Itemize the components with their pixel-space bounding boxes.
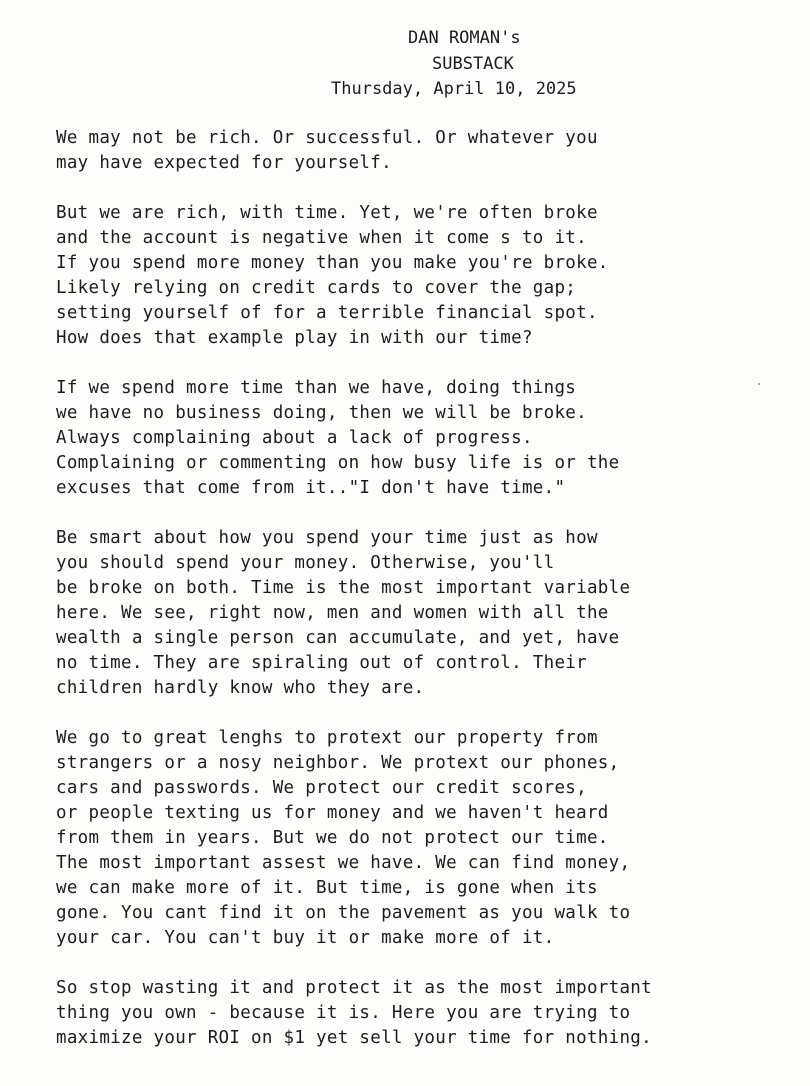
letter-date: Thursday, April 10, 2025 (331, 79, 577, 99)
text-line: So stop wasting it and protect it as the most important (56, 978, 652, 998)
text-line: maximize your ROI on $1 yet sell your time for nothing. (56, 1028, 652, 1048)
text-line: thing you own - because it is. Here you are trying to (56, 1003, 631, 1023)
paper-speck (758, 383, 760, 385)
letter-body (56, 126, 796, 1076)
text-line: children hardly know who they are. (56, 678, 425, 698)
text-line: or people texting us for money and we haven't heard (56, 803, 609, 823)
text-line: gone. You cant find it on the pavement as you walk to (56, 903, 631, 923)
text-line: excuses that come from it.."I don't have time." (56, 478, 566, 498)
body-paragraph (56, 126, 796, 176)
text-line: be broke on both. Time is the most important variable (56, 578, 631, 598)
author-name: DAN ROMAN's (408, 28, 521, 48)
text-line: If we spend more time than we have, doing things (56, 378, 577, 398)
text-line: Complaining or commenting on how busy life is or the (56, 453, 620, 473)
text-line: and the account is negative when it come s to it. (56, 228, 587, 248)
text-line: The most important assest we have. We can find money, (56, 853, 631, 873)
text-line: your car. You can't buy it or make more of it. (56, 928, 555, 948)
text-line: How does that example play in with our time? (56, 328, 533, 348)
text-line: We may not be rich. Or successful. Or whatever you (56, 128, 598, 148)
text-line: we can make more of it. But time, is gone when its (56, 878, 598, 898)
text-line: But we are rich, with time. Yet, we're often broke (56, 203, 598, 223)
body-paragraph (56, 376, 796, 501)
text-line: wealth a single person can accumulate, and yet, have (56, 628, 620, 648)
text-line: Likely relying on credit cards to cover the gap; (56, 278, 577, 298)
text-line: no time. They are spiraling out of control. Their (56, 653, 587, 673)
text-line: we have no business doing, then we will be broke. (56, 403, 587, 423)
text-line: here. We see, right now, men and women with all the (56, 603, 609, 623)
text-line: We go to great lenghs to protext our property from (56, 728, 598, 748)
text-line: may have expected for yourself. (56, 153, 392, 173)
text-line: from them in years. But we do not protect our time. (56, 828, 609, 848)
text-line: cars and passwords. We protect our credit scores, (56, 778, 587, 798)
text-line: Always complaining about a lack of progress. (56, 428, 533, 448)
publication-name: SUBSTACK (432, 54, 514, 74)
text-line: you should spend your money. Otherwise, you'll (56, 553, 555, 573)
text-line: setting yourself of for a terrible financial spot. (56, 303, 598, 323)
text-line: If you spend more money than you make you're broke. (56, 253, 609, 273)
text-line: strangers or a nosy neighbor. We protext our phones, (56, 753, 620, 773)
body-paragraph (56, 201, 796, 351)
text-line: Be smart about how you spend your time just as how (56, 528, 598, 548)
body-paragraph (56, 726, 796, 951)
body-paragraph (56, 526, 796, 701)
body-paragraph (56, 976, 796, 1051)
